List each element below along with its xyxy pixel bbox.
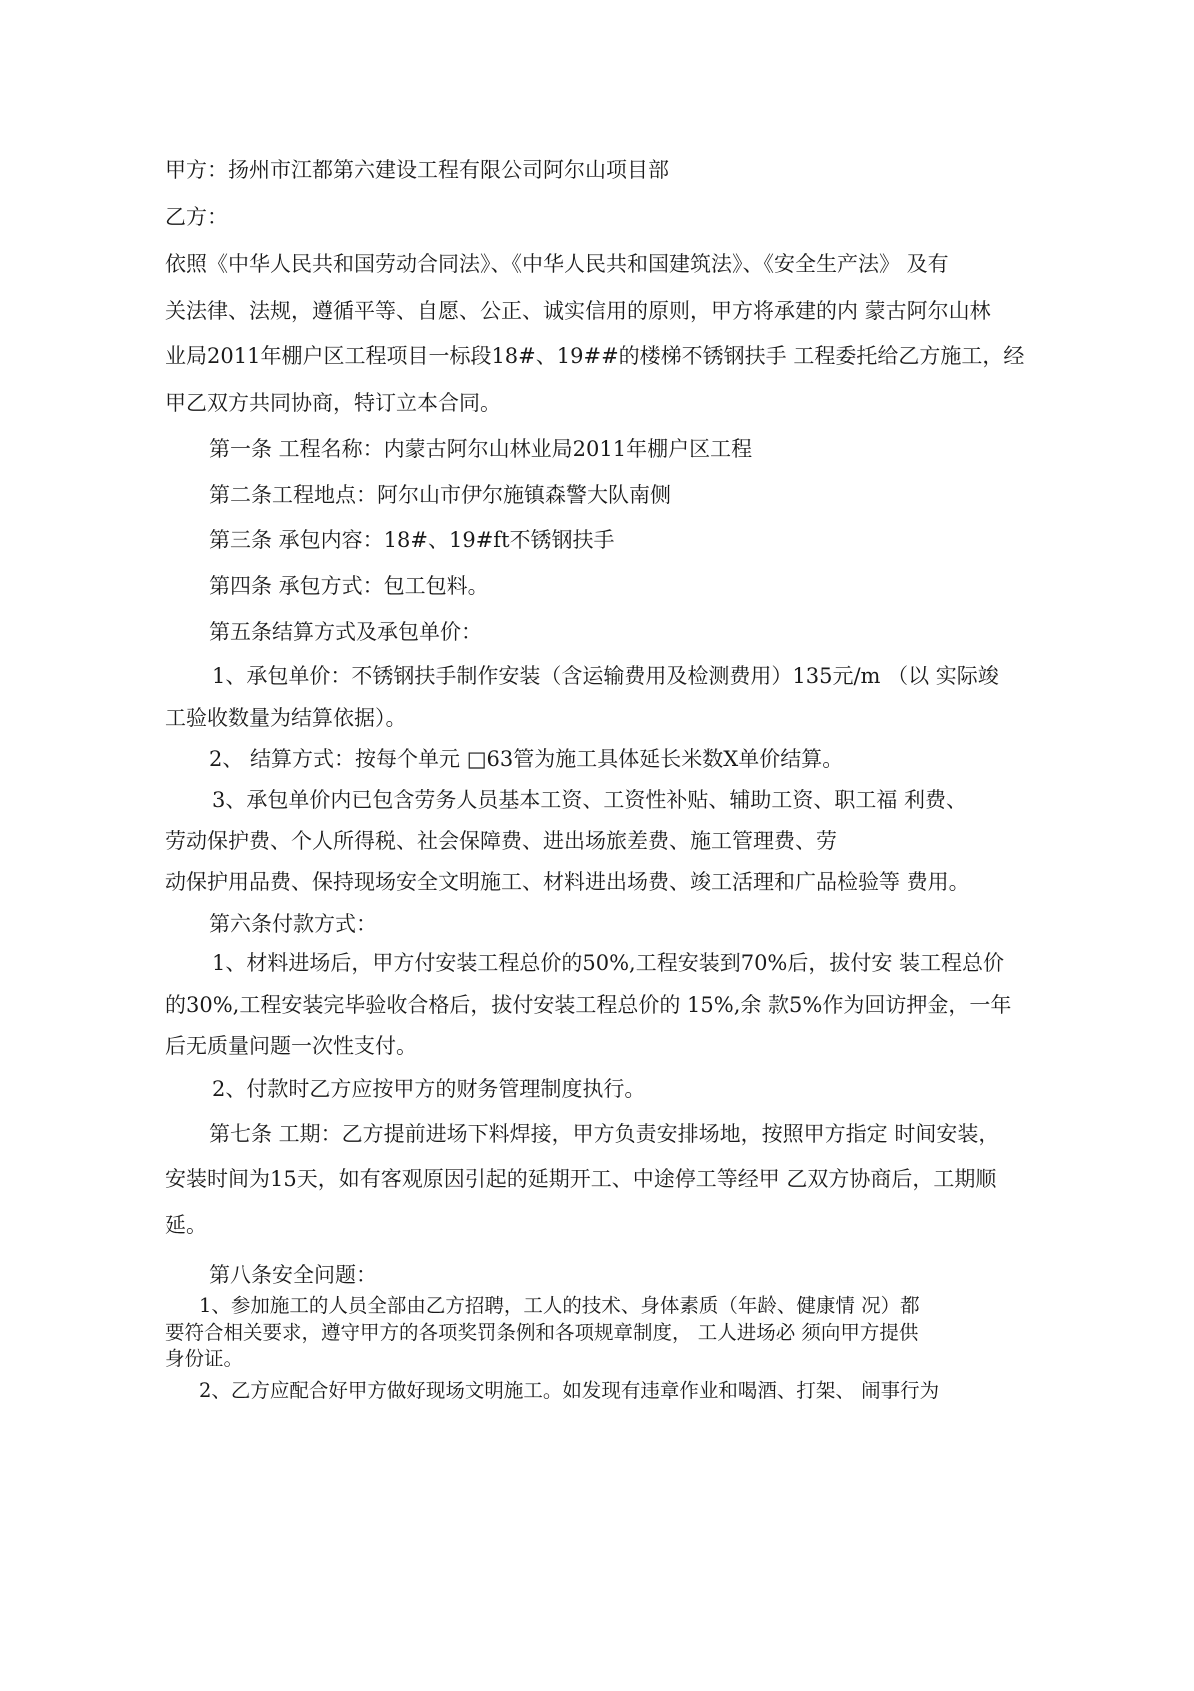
- preamble-line: 依照《中华人民共和国劳动合同法》、《中华人民共和国建筑法》、《安全生产法》 及有: [165, 252, 949, 276]
- article-6-item-2: 2、付款时乙方应按甲方的财务管理制度执行。: [212, 1077, 646, 1101]
- article-6-title: 第六条付款方式：: [209, 912, 377, 936]
- preamble-line: 甲乙双方共同协商，特订立本合同。: [165, 391, 501, 415]
- preamble-line: 关法律、法规，遵循平等、自愿、公正、诚实信用的原则，甲方将承建的内 蒙古阿尔山林: [165, 299, 991, 323]
- party-b: 乙方：: [165, 205, 228, 229]
- article-6-item-1: 后无质量问题一次性支付。: [165, 1034, 417, 1058]
- article-5-item-1: 工验收数量为结算依据）。: [165, 706, 407, 730]
- article-5-item-3: 3、承包单价内已包含劳务人员基本工资、工资性补贴、辅助工资、职工福 利费、: [212, 788, 968, 812]
- article-5-item-3: 劳动保护费、个人所得税、社会保障费、进出场旅差费、施工管理费、劳: [165, 829, 837, 853]
- article-5-item-3: 动保护用品费、保持现场安全文明施工、材料进出场费、竣工活理和广品检验等 费用。: [165, 870, 970, 894]
- article-5-item-2: 2、 结算方式：按每个单元 □63管为施工具体延长米数X单价结算。: [209, 747, 844, 771]
- article-5-title: 第五条结算方式及承包单价：: [209, 620, 482, 644]
- party-a: 甲方：扬州市江都第六建设工程有限公司阿尔山项目部: [165, 158, 669, 182]
- article-7: 第七条 工期：乙方提前进场下料焊接，甲方负责安排场地，按照甲方指定 时间安装，: [209, 1122, 1000, 1146]
- article-8-item-1: 身份证。: [165, 1347, 244, 1370]
- article-3: 第三条 承包内容：18#、19#ft不锈钢扶手: [209, 528, 615, 552]
- article-4: 第四条 承包方式：包工包料。: [209, 574, 489, 598]
- article-7: 延。: [165, 1213, 207, 1237]
- article-8-item-1: 要符合相关要求，遵守甲方的各项奖罚条例和各项规章制度， 工人进场必 须向甲方提供: [165, 1321, 919, 1344]
- article-8-title: 第八条安全问题：: [209, 1263, 377, 1287]
- article-7: 安装时间为15天，如有客观原因引起的延期开工、中途停工等经甲 乙双方协商后，工期顺: [165, 1167, 997, 1191]
- article-8-item-1: 1、参加施工的人员全部由乙方招聘，工人的技术、身体素质（年龄、健康情 况）都: [199, 1294, 920, 1317]
- preamble-line: 业局2011年棚户区工程项目一标段18#、19##的楼梯不锈钢扶手 工程委托给乙方施工，经: [165, 344, 1025, 368]
- article-6-item-1: 的30%,工程安装完毕验收合格后，拔付安装工程总价的 15%,余 款5%作为回访押金，一年: [165, 993, 1012, 1017]
- article-8-item-2: 2、乙方应配合好甲方做好现场文明施工。如发现有违章作业和喝酒、打架、 闹事行为: [199, 1379, 940, 1402]
- article-1: 第一条 工程名称：内蒙古阿尔山林业局2011年棚户区工程: [209, 437, 753, 461]
- article-5-item-1: 1、承包单价：不锈钢扶手制作安装（含运输费用及检测费用）135元/m （以 实际竣: [212, 664, 999, 688]
- article-2: 第二条工程地点：阿尔山市伊尔施镇森警大队南侧: [209, 483, 671, 507]
- article-6-item-1: 1、材料进场后，甲方付安装工程总价的50%,工程安装到70%后，拔付安 装工程总价: [212, 951, 1005, 975]
